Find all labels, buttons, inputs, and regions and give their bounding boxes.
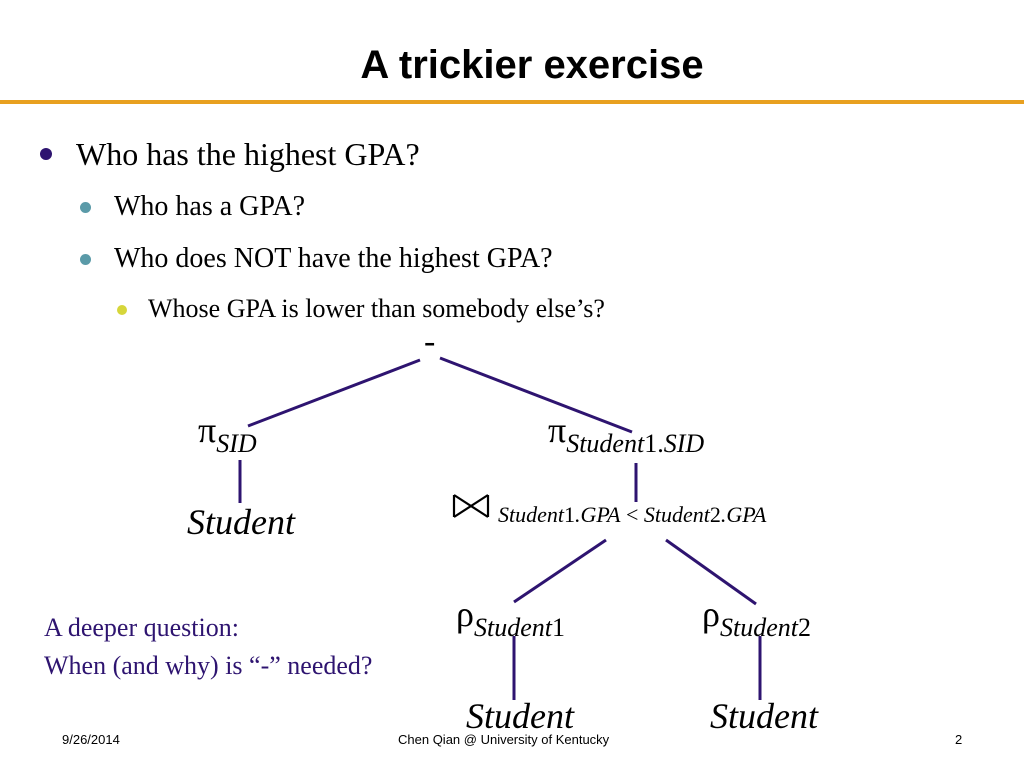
projection-student1-sid (548, 410, 705, 458)
edge-root-left (248, 360, 420, 426)
join-rel1: Student (498, 502, 564, 527)
projection-subscript-dot: . (657, 429, 664, 458)
rename-subscript-number: 2 (797, 613, 811, 642)
join-num1: 1 (564, 502, 575, 527)
rename-student2 (702, 594, 811, 642)
footer-author: Chen Qian @ University of Kentucky (398, 732, 610, 747)
projection-subscript-relation: Student (566, 429, 645, 458)
rename-subscript-relation: Student (719, 613, 798, 642)
join-operator (451, 492, 491, 525)
rename-subscript-number: 1 (551, 613, 565, 642)
rho-symbol: ρ (702, 594, 720, 634)
footer-page-number: 2 (955, 732, 963, 747)
projection-subscript: SID (216, 429, 257, 458)
projection-subscript-attribute: SID (663, 429, 705, 458)
projection-sid (198, 410, 257, 458)
slide-title: A trickier exercise (360, 43, 704, 87)
join-comparison: < (620, 502, 644, 527)
difference-operator: - (424, 323, 436, 360)
student-relation-rename2: Student (710, 696, 818, 736)
pi-symbol: π (548, 410, 567, 450)
bullet-text-level2: Who does NOT have the highest GPA? (114, 243, 553, 274)
pi-symbol: π (198, 410, 217, 450)
join-condition (498, 502, 766, 528)
bowtie-join-icon (451, 492, 491, 520)
deeper-question-line1: A deeper question: (44, 613, 239, 642)
join-num2: 2 (709, 502, 721, 527)
join-attr1: .GPA (575, 502, 621, 527)
edge-join-rename1 (514, 540, 606, 602)
student-relation-rename1: Student (466, 696, 574, 736)
rename-subscript-relation: Student (473, 613, 552, 642)
student-relation-left: Student (187, 502, 295, 542)
deeper-question-line2: When (and why) is “-” needed? (44, 651, 373, 680)
rename-student1 (456, 594, 565, 642)
bullet-text-level3: Whose GPA is lower than somebody else’s? (148, 294, 605, 323)
join-rel2: Student (643, 502, 710, 527)
bullet-text-level2: Who has a GPA? (114, 191, 306, 222)
projection-subscript-number: 1 (644, 429, 658, 458)
join-attr2: .GPA (720, 502, 767, 527)
footer-date: 9/26/2014 (62, 732, 120, 747)
bullet-text-level1: Who has the highest GPA? (76, 136, 420, 172)
rho-symbol: ρ (456, 594, 474, 634)
